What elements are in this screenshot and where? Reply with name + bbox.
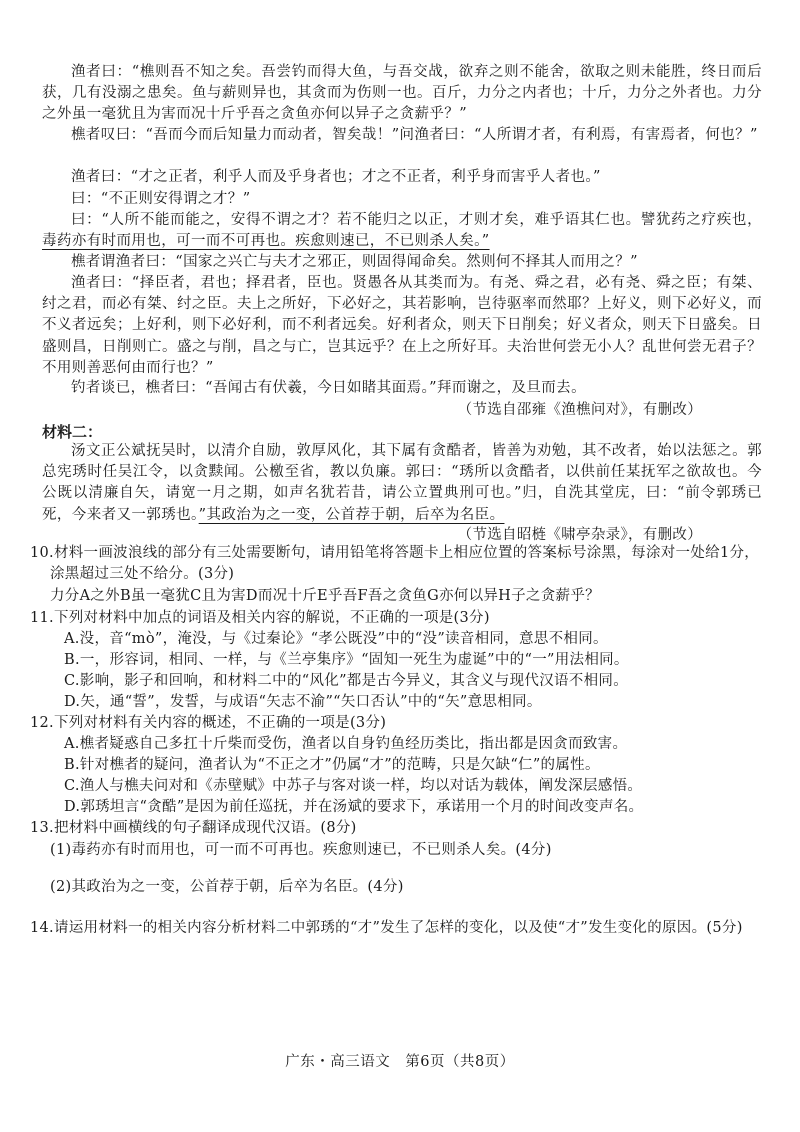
question-12-option-c: C.渔人与樵夫问对和《赤壁赋》中苏子与客对谈一样，均以对话为载体，阐发深层感悟。 <box>64 778 643 794</box>
material1-paragraph-1 <box>42 62 762 126</box>
paragraph-text: 樵者叹曰：“吾而今而后知量力而动者，智矣哉！”问渔者曰：“人所谓才者，有利焉，有害焉者，何也？” <box>71 127 758 143</box>
paragraph-text: 渔者曰：“才之正者，利乎人而及乎身者也；才之不正者，利乎身而害乎人者也。” <box>71 169 601 185</box>
question-11-stem: 11.下列对材料中加点的词语及相关内容的解说，不正确的一项是(3分) <box>30 610 490 626</box>
paragraph-text: 曰：“人所不能而能之，安得不谓之才？若不能归之以正，才则才矣，难乎语其仁也。譬犹药之疗疾也， <box>71 212 762 228</box>
question-10-options: 力分A之外B虽一毫犹C且为害D而况十斤E乎吾F吾之贪鱼G亦何以异H子之贪薪乎？ <box>50 588 600 604</box>
material1-paragraph-2 <box>42 125 762 146</box>
page-footer: 广东・高三语文 第6页（共8页） <box>285 1054 515 1070</box>
paragraph-text: 渔者曰：“择臣者，君也；择君者，臣也。贤愚各从其类而为。有尧、舜之君，必有尧、舜之臣；有桀、纣之君，而必有桀、纣之臣。夫上之所好，下必好之，其若影响，岂待驱率而然耶？上好义，则下必好义，而不义者远矣；上好利，则下必好利，而不利者远矣。好利者众，则天下日削矣；好义者众，则天下日盛矣。日盛则昌，日削则亡。盛之与削，昌之与亡，岂其远乎？在上之所好耳。夫治世何尝无小人？乱世何尝无君子？不用则善恶何由而行也？” <box>42 275 762 376</box>
question-14-stem: 14.请运用材料一的相关内容分析材料二中郭琇的“才”发生了怎样的变化，以及使“才”发生变化的原因。(5分) <box>30 920 743 936</box>
material2-paragraph <box>42 441 762 526</box>
question-12-stem: 12.下列对材料有关内容的概述，不正确的一项是(3分) <box>30 715 387 731</box>
question-12-option-d: D.郭琇坦言“贪酷”是因为前任巡抚，并在汤斌的要求下，承诺用一个月的时间改变声名。 <box>64 799 644 815</box>
material1-paragraph-7 <box>42 273 762 379</box>
material1-paragraph-6 <box>42 252 762 273</box>
question-11-option-a: A.没，音“mò”，淹没，与《过秦论》“孝公既没”中的“没”读音相同，意思不相同。 <box>64 631 608 647</box>
question-13-stem: 13.把材料中画横线的句子翻译成现代汉语。(8分) <box>30 820 357 836</box>
underlined-sentence-1: 毒药亦有时而用也，可一而不可再也。疾愈则速已，不已则杀人矣。” <box>42 233 490 250</box>
question-13-sentence-1: (1)毒药亦有时而用也，可一而不可再也。疾愈则速已，不已则杀人矣。(4分) <box>50 842 552 858</box>
question-13-sentence-2: (2)其政治为之一变，公首荐于朝，后卒为名臣。(4分) <box>50 879 404 895</box>
question-11-option-d: D.矢，通“誓”，发誓，与成语“矢志不渝”“矢口否认”中的“矢”意思相同。 <box>64 694 542 710</box>
material1-paragraph-3 <box>42 167 762 188</box>
material2-heading: 材料二： <box>42 423 103 441</box>
question-14 <box>30 918 765 939</box>
paragraph-text: 渔者曰：“樵则吾不知之矣。吾尝钓而得大鱼，与吾交战，欲弃之则不能舍，欲取之则未能胜，终日而后获，几有没溺之患矣。鱼与薪则异也，其贪而为伤则一也。百斤，力分之内者也；十斤，力分之外者也。力分之外虽一毫犹且为害而况十斤乎吾之贪鱼亦何以异子之贪薪乎？” <box>42 64 762 123</box>
material1-paragraph-8 <box>42 378 762 399</box>
material1-source: （节选自邵雍《渔樵问对》，有删改） <box>457 402 702 418</box>
question-10-stem: 10.材料一画波浪线的部分有三处需要断句，请用铅笔将答题卡上相应位置的答案标号涂黑，每涂对一处给1分，涂黑超过三处不给分。(3分) <box>30 545 760 583</box>
paragraph-text: 汤文正公斌抚吴时，以清介自励，敦厚风化，其下属有贪酷者，皆善为劝勉，其不改者，始以法惩之。郭总宪琇时任吴江令，以贪黩闻。公檄至省，教以负廉。郭曰：“琇所以贪酷者，以供前任某抚军之欲故也。今公既以清廉自矢，请宽一月之期，如声名犹若昔，请公立置典刑可也。”归，自洗其堂庑，曰：“前令郭琇已死，今来者又一郭琇也。 <box>42 443 762 523</box>
question-11-option-c: C.影响，影子和回响，和材料二中的“风化”都是古今异义，其含义与现代汉语不相同。 <box>64 673 629 689</box>
paragraph-text: 钓者谈已，樵者曰：“吾闻古有伏羲，今日如睹其面焉。”拜而谢之，及旦而去。 <box>71 380 586 396</box>
underlined-sentence-2: ”其政治为之一变，公首荐于朝，后卒为名臣。 <box>198 506 505 523</box>
material1-paragraph-5 <box>42 210 762 252</box>
question-12-option-b: B.针对樵者的疑问，渔者认为“不正之才”仍属“才”的范畴，只是欠缺“仁”的属性。 <box>64 757 600 773</box>
paragraph-text: 樵者谓渔者曰：“国家之兴亡与夫才之邪正，则固得闻命矣。然则何不择其人而用之？” <box>71 254 638 270</box>
question-11-option-b: B.一，形容词，相同、一样，与《兰亭集序》“固知一死生为虚诞”中的“一”用法相同。 <box>64 652 629 668</box>
question-10 <box>30 543 765 585</box>
paragraph-text: 曰：“不正则安得谓之才？” <box>71 191 251 207</box>
question-12-option-a: A.樵者疑惑自己多扛十斤柴而受伤，渔者以自身钓鱼经历类比，指出都是因贪而致害。 <box>64 736 628 752</box>
material1-paragraph-4 <box>42 189 762 210</box>
material2-source: （节选自昭梿《啸亭杂录》，有删改） <box>457 527 702 543</box>
